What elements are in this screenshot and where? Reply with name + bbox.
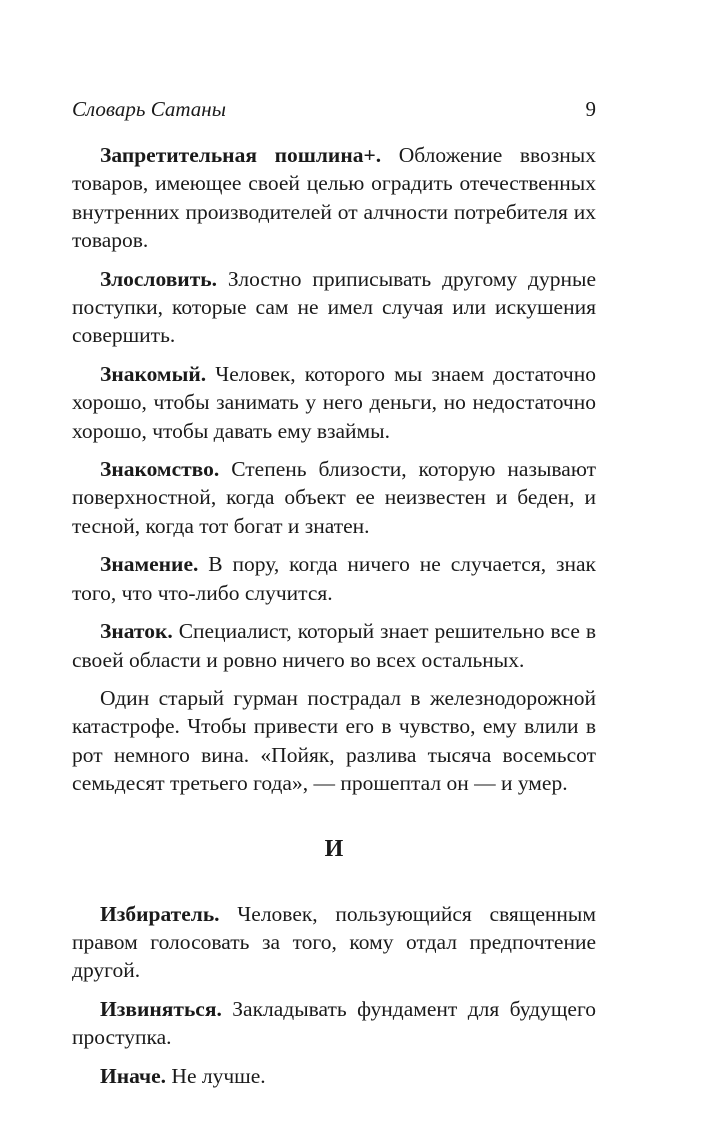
entry-term: Запретительная пошлина+. — [100, 143, 382, 167]
entry-definition: Не лучше. — [166, 1063, 266, 1088]
entry-term: Знакомый. — [100, 361, 207, 386]
entry-definition: Степень близости, которую называют поверхностной, когда объект ее неизвестен и беден, и тесной, когда тот богат и знатен. — [72, 457, 596, 538]
anecdote-paragraph: Один старый гурман пострадал в железнодорожной катастрофе. Чтобы привести его в чувство, ему влили в рот немного вина. «Пойяк, разлива тысяча восемьсот семьдесят третьего года», — прошептал он — и умер. — [72, 685, 596, 796]
dictionary-entry — [72, 550, 596, 607]
entry-definition: В пору, когда ничего не случается, знак того, что что-либо случится. — [72, 552, 596, 605]
dictionary-entry — [72, 141, 596, 255]
entry-definition: Закладывать фундамент для будущего проступка. — [72, 996, 596, 1050]
entry-term: Иначе. — [100, 1063, 167, 1088]
entry-term: Избиратель. — [100, 901, 220, 926]
entry-definition: Обложение ввозных товаров, имеющее своей целью оградить отечественных внутренних производителей от алчности потребителя их товаров. — [72, 143, 596, 253]
entry-term: Знаток. — [100, 619, 173, 644]
entry-definition: Человек, пользующийся священным правом голосовать за того, кому отдал предпочтение другой. — [72, 901, 596, 983]
dictionary-entry — [72, 360, 596, 445]
dictionary-entry — [72, 900, 596, 985]
entry-definition: Специалист, который знает решительно все в своей области и ровно ничего во всех остальных. — [72, 619, 596, 672]
dictionary-entry — [72, 455, 596, 540]
page-number: 9 — [585, 97, 596, 121]
section-heading-letter: И — [324, 835, 344, 862]
entry-definition: Человек, которого мы знаем достаточно хорошо, чтобы занимать у него деньги, но недостаточно хорошо, чтобы давать ему взаймы. — [72, 361, 596, 443]
body-text — [72, 141, 596, 1100]
entry-term: Извиняться. — [100, 996, 222, 1021]
entry-term: Знакомство. — [100, 457, 220, 482]
running-head — [72, 96, 596, 122]
entry-definition: Злостно приписывать другому дурные поступки, которые сам не имел случая или искушения совершить. — [72, 266, 596, 348]
dictionary-entry — [72, 995, 596, 1052]
dictionary-entry — [72, 617, 596, 674]
dictionary-entry — [72, 265, 596, 350]
book-title: Словарь Сатаны — [72, 97, 226, 121]
dictionary-entry — [72, 1062, 596, 1090]
entry-term: Злословить. — [100, 266, 218, 291]
entry-term: Знамение. — [100, 552, 199, 577]
